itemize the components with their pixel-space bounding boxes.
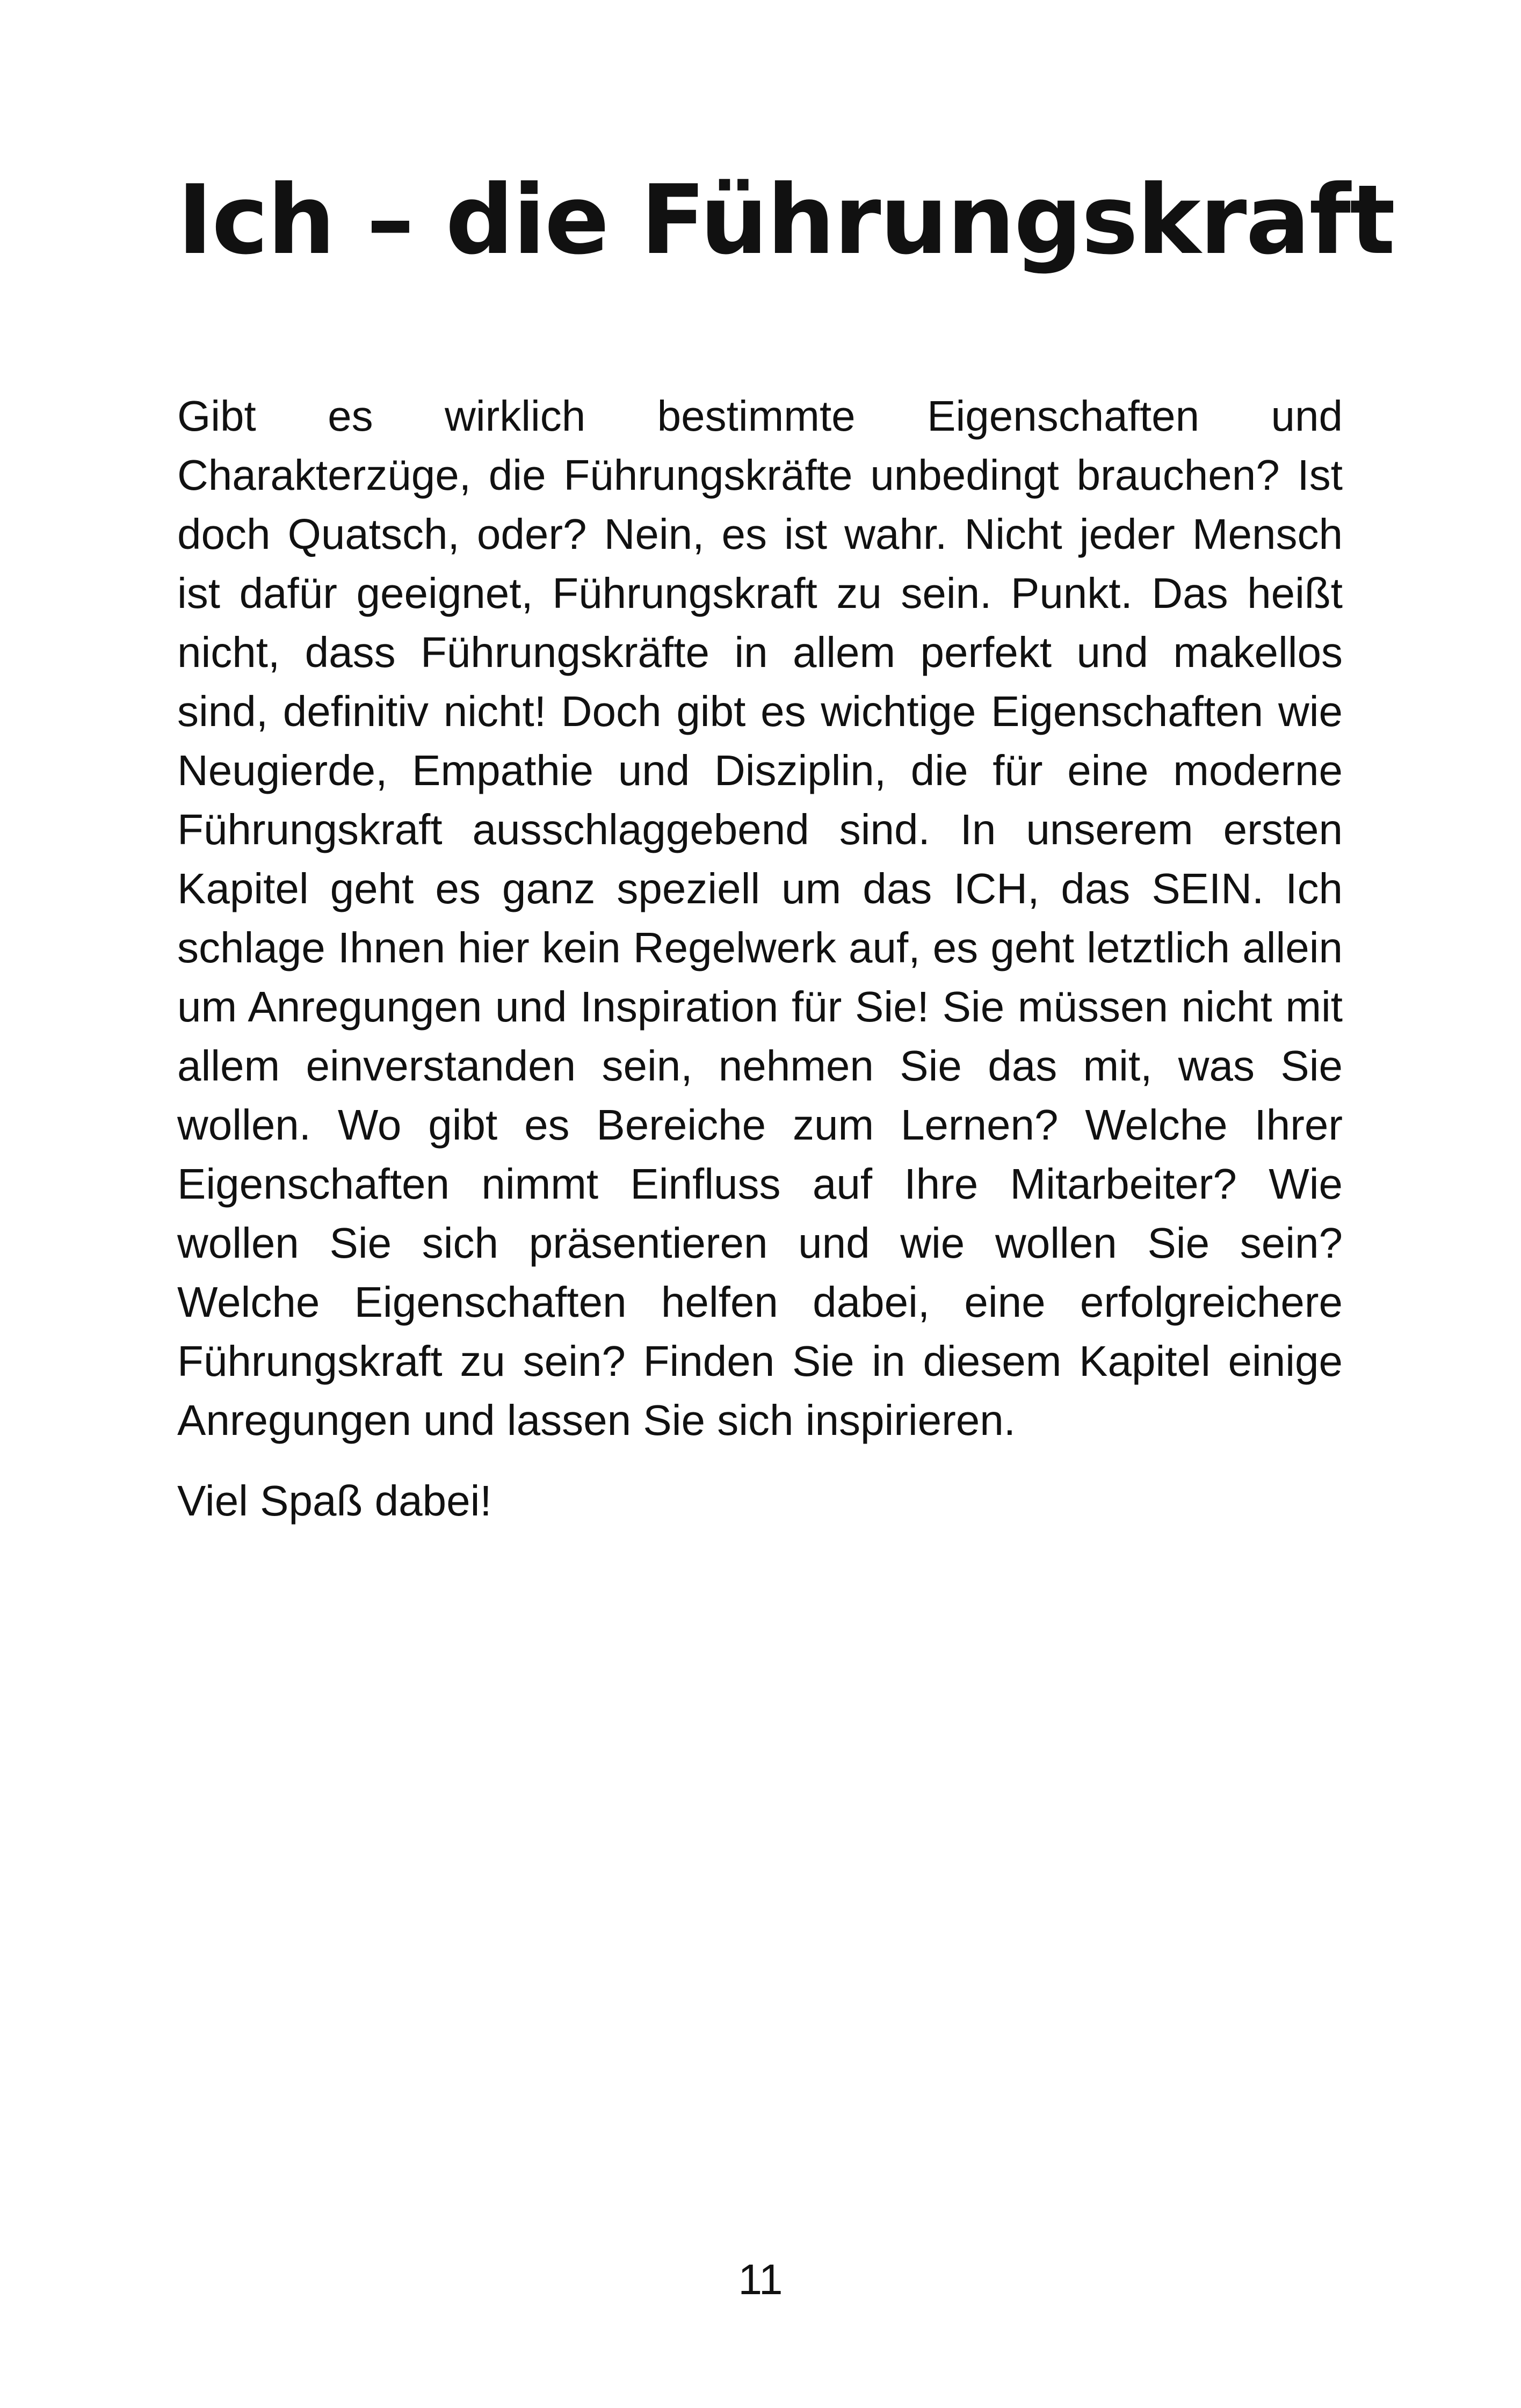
paragraph-main: Gibt es wirklich bestimmte Eigenschaften und Charakterzüge, die Führungskräfte unbedingt brauchen? Ist doch Quatsch, oder? Nein, es ist wahr. Nicht jeder Mensch ist dafür geeignet, Führungskraft zu sein. Punkt. Das heißt nicht, dass Führungskräfte in allem perfekt und makellos sind, definitiv nicht! Doch gibt es wichtige Eigenschaften wie Neugierde, Empathie und Disziplin, die für eine moderne Führungskraft ausschlaggebend sind. In unserem ersten Kapitel geht es ganz speziell um das ICH, das SEIN. Ich schlage Ihnen hier kein Regelwerk auf, es geht letztlich allein um Anregungen und Inspiration für Sie! Sie müssen nicht mit allem einverstanden sein, nehmen Sie das mit, was Sie wollen. Wo gibt es Bereiche zum Lernen? Welche Ihrer Eigenschaften nimmt Einfluss auf Ihre Mitarbeiter? Wie wollen Sie sich präsentieren und wie wollen Sie sein? Welche Eigenschaften helfen dabei, eine erfolgreichere Führungskraft zu sein? Finden Sie in diesem Kapitel einige Anregungen und lassen Sie sich inspirieren. [177, 392, 1343, 1444]
paragraph-closing: Viel Spaß dabei! [177, 1477, 492, 1525]
body-text [177, 387, 1343, 1531]
chapter-title: Ich – die Führungskraft [177, 164, 1395, 275]
page-number: 11 [738, 2255, 783, 2303]
